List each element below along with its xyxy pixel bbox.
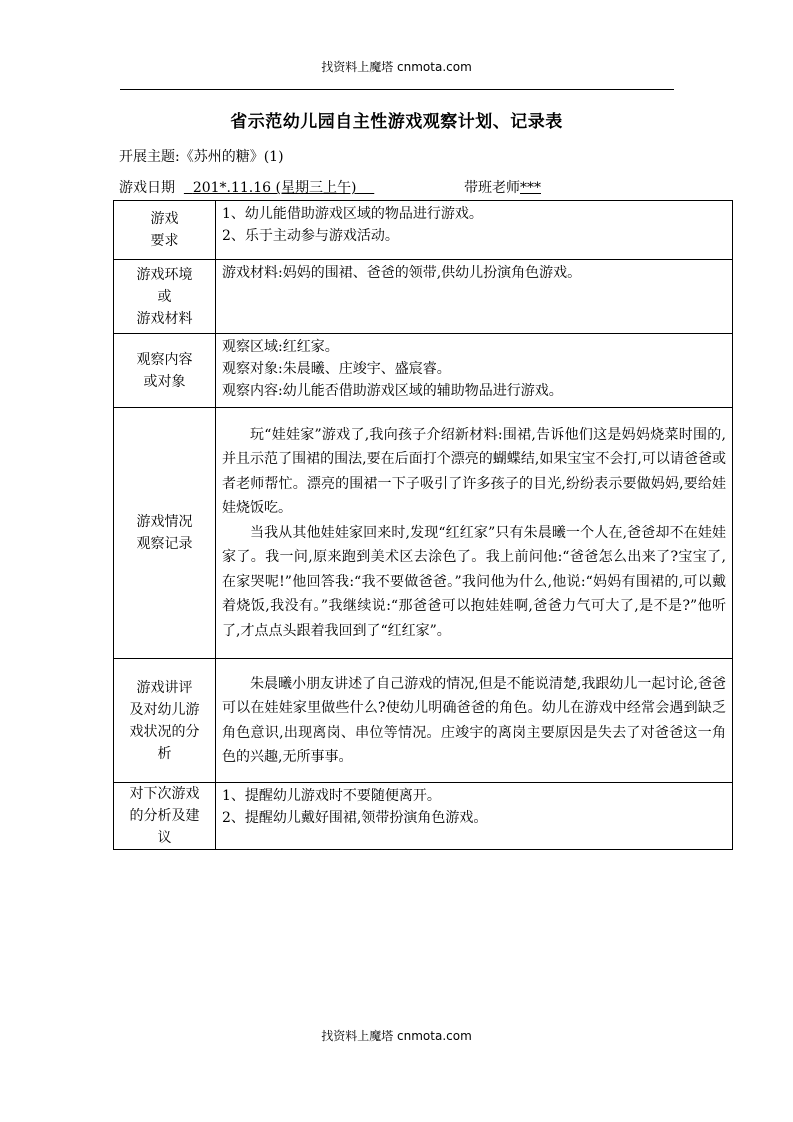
- header-divider: [120, 89, 674, 90]
- analysis-paragraph: 朱晨曦小朋友讲述了自己游戏的情况,但是不能说清楚,我跟幼儿一起讨论,爸爸可以在娃娃家里做些什么?使幼儿明确爸爸的角色。幼儿在游戏中经常会遇到缺乏角色意识,出现离岗、串位等情况。庄竣宇的离岗主要原因是失去了对爸爸这一角色的兴趣,无所事事。: [222, 675, 726, 765]
- value-environment: 游戏材料:妈妈的围裙、爸爸的领带,供幼儿扮演角色游戏。: [216, 260, 733, 334]
- label-environment: 游戏环境 或 游戏材料: [114, 260, 216, 334]
- label-requirements: 游戏 要求: [114, 201, 216, 260]
- row-environment: [114, 260, 733, 334]
- game-date-label: 游戏日期: [119, 180, 175, 196]
- row-record: [114, 408, 733, 659]
- page-footer: 找资料上魔塔 cnmota.com: [321, 1029, 472, 1043]
- label-observation: 观察内容 或对象: [114, 334, 216, 408]
- observation-table: [113, 200, 733, 850]
- value-record: [216, 408, 733, 659]
- row-requirements: [114, 201, 733, 260]
- value-requirements: 1、幼儿能借助游戏区域的物品进行游戏。 2、乐于主动参与游戏活动。: [216, 201, 733, 260]
- value-observation: 观察区域:红红家。 观察对象:朱晨曦、庄竣宇、盛宸睿。 观察内容:幼儿能否借助游戏区域的辅助物品进行游戏。: [216, 334, 733, 408]
- row-observation: [114, 334, 733, 408]
- game-date-value: 201*.11.16 (星期三上午): [192, 180, 357, 196]
- game-date-line: [119, 177, 374, 197]
- record-paragraph: 玩“娃娃家”游戏了,我向孩子介绍新材料:围裙,告诉他们这是妈妈烧菜时围的,并且示范了围裙的围法,要在后面打个漂亮的蝴蝶结,如果宝宝不会打,可以请爸爸或者老师帮忙。漂亮的围裙一下子吸引了许多孩子的目光,纷纷表示要做妈妈,要给娃娃烧饭吃。: [222, 426, 726, 517]
- topic-line: 开展主题:《苏州的糖》(1): [119, 149, 284, 165]
- label-record: 游戏情况 观察记录: [114, 408, 216, 659]
- page-header: 找资料上魔塔 cnmota.com: [321, 60, 472, 74]
- label-next: 对下次游戏 的分析及建 议: [114, 783, 216, 850]
- record-paragraph: 当我从其他娃娃家回来时,发现“红红家”只有朱晨曦一个人在,爸爸却不在娃娃家了。我一问,原来跑到美术区去涂色了。我上前问他:“爸爸怎么出来了?宝宝了,在家哭呢!”他回答我:“我不要做爸爸。”我问他为什么,他说:“妈妈有围裙的,可以戴着烧饭,我没有。”我继续说:“那爸爸可以抱娃娃啊,爸爸力气可大了,是不是?”他听了,才点点头跟着我回到了“红红家”。: [222, 524, 726, 639]
- teacher-line: [464, 177, 541, 197]
- teacher-label: 带班老师: [464, 180, 520, 196]
- teacher-value: ***: [520, 180, 541, 196]
- row-analysis: [114, 659, 733, 783]
- value-next: 1、提醒幼儿游戏时不要随便离开。 2、提醒幼儿戴好围裙,领带扮演角色游戏。: [216, 783, 733, 850]
- label-analysis: 游戏讲评 及对幼儿游 戏状况的分 析: [114, 659, 216, 783]
- document-title: 省示范幼儿园自主性游戏观察计划、记录表: [230, 112, 563, 132]
- row-next: [114, 783, 733, 850]
- value-analysis: [216, 659, 733, 783]
